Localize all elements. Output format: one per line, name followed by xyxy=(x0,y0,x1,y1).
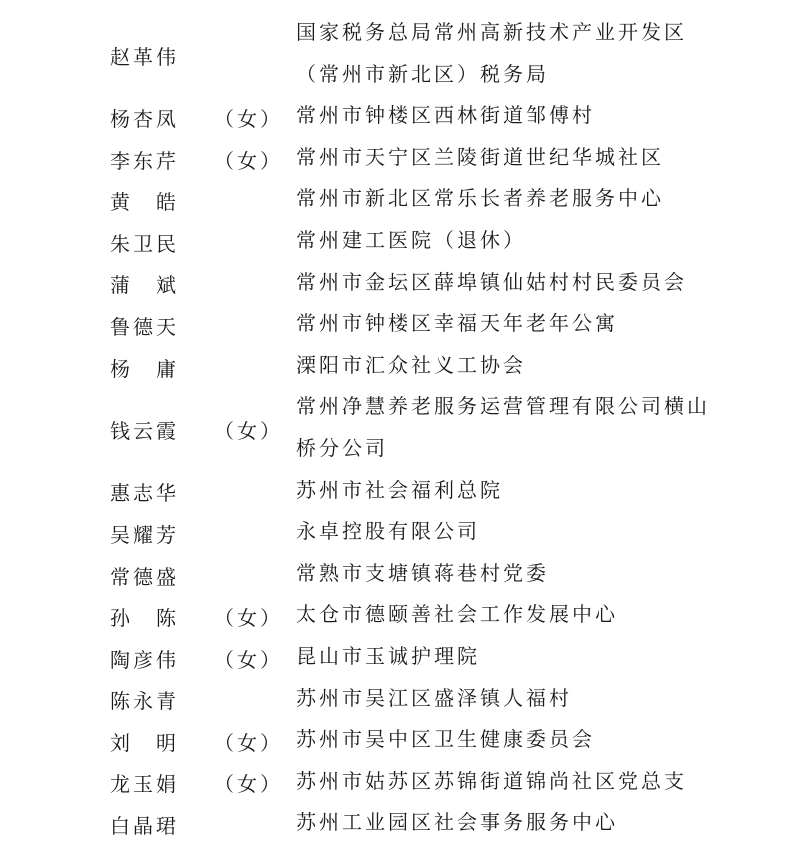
organization: 昆山市玉诚护理院 xyxy=(296,643,480,668)
person-name: 钱云霞 xyxy=(110,418,179,443)
gender-note: （女） xyxy=(214,647,283,672)
person-name: 惠志华 xyxy=(110,481,179,506)
person-name: 杨杏凤 xyxy=(110,106,179,131)
organization: 太仓市德颐善社会工作发展中心 xyxy=(296,602,618,627)
organization: 常熟市支塘镇蒋巷村党委 xyxy=(296,560,549,585)
gender-note: （女） xyxy=(214,418,283,443)
organization: 常州市天宁区兰陵街道世纪华城社区 xyxy=(296,144,664,169)
organization: 溧阳市汇众社义工协会 xyxy=(296,352,526,377)
person-name: 白晶珺 xyxy=(110,814,179,839)
organization: 永卓控股有限公司 xyxy=(296,519,480,544)
person-name: 吴耀芳 xyxy=(110,522,179,547)
gender-note: （女） xyxy=(214,606,283,631)
person-name: 陶彦伟 xyxy=(110,647,179,672)
organization: 苏州市社会福利总院 xyxy=(296,477,503,502)
list-item xyxy=(0,137,788,179)
list-item xyxy=(0,594,788,636)
person-name: 朱卫民 xyxy=(110,231,179,256)
organization: 苏州市吴中区卫生健康委员会 xyxy=(296,727,595,752)
gender-note: （女） xyxy=(214,772,283,797)
organization: 常州市钟楼区西林街道邹傅村 xyxy=(296,103,595,128)
award-list xyxy=(0,12,788,844)
organization: 苏州市吴江区盛泽镇人福村 xyxy=(296,685,572,710)
organization: 常州建工医院（退休） xyxy=(296,227,526,252)
gender-note: （女） xyxy=(214,148,283,173)
organization: 常州净慧养老服务运营管理有限公司横山桥分公司 xyxy=(296,394,710,460)
organization: 苏州市姑苏区苏锦街道锦尚社区党总支 xyxy=(296,768,687,793)
list-item xyxy=(0,719,788,761)
list-item xyxy=(0,12,788,95)
organization: 国家税务总局常州高新技术产业开发区（常州市新北区）税务局 xyxy=(296,20,687,86)
person-name: 蒲 斌 xyxy=(110,273,179,298)
list-item xyxy=(0,345,788,387)
list-item xyxy=(0,636,788,678)
list-item xyxy=(0,386,788,469)
person-name: 杨 庸 xyxy=(110,356,179,381)
list-item xyxy=(0,553,788,595)
person-name: 陈永青 xyxy=(110,689,179,714)
person-name: 李东芹 xyxy=(110,148,179,173)
person-name: 孙 陈 xyxy=(110,606,179,631)
list-item xyxy=(0,262,788,304)
list-item xyxy=(0,303,788,345)
person-name: 刘 明 xyxy=(110,730,179,755)
organization: 苏州工业园区社会事务服务中心 xyxy=(296,810,618,835)
list-item xyxy=(0,178,788,220)
organization: 常州市新北区常乐长者养老服务中心 xyxy=(296,186,664,211)
person-name: 赵革伟 xyxy=(110,44,179,69)
list-item xyxy=(0,761,788,803)
person-name: 黄 皓 xyxy=(110,190,179,215)
organization: 常州市金坛区薛埠镇仙姑村村民委员会 xyxy=(296,269,687,294)
organization: 常州市钟楼区幸福天年老年公寓 xyxy=(296,311,618,336)
person-name: 龙玉娟 xyxy=(110,772,179,797)
list-item xyxy=(0,802,788,844)
list-item xyxy=(0,511,788,553)
list-item xyxy=(0,678,788,720)
person-name: 鲁德天 xyxy=(110,314,179,339)
gender-note: （女） xyxy=(214,106,283,131)
list-item xyxy=(0,470,788,512)
list-item xyxy=(0,95,788,137)
list-item xyxy=(0,220,788,262)
person-name: 常德盛 xyxy=(110,564,179,589)
gender-note: （女） xyxy=(214,730,283,755)
